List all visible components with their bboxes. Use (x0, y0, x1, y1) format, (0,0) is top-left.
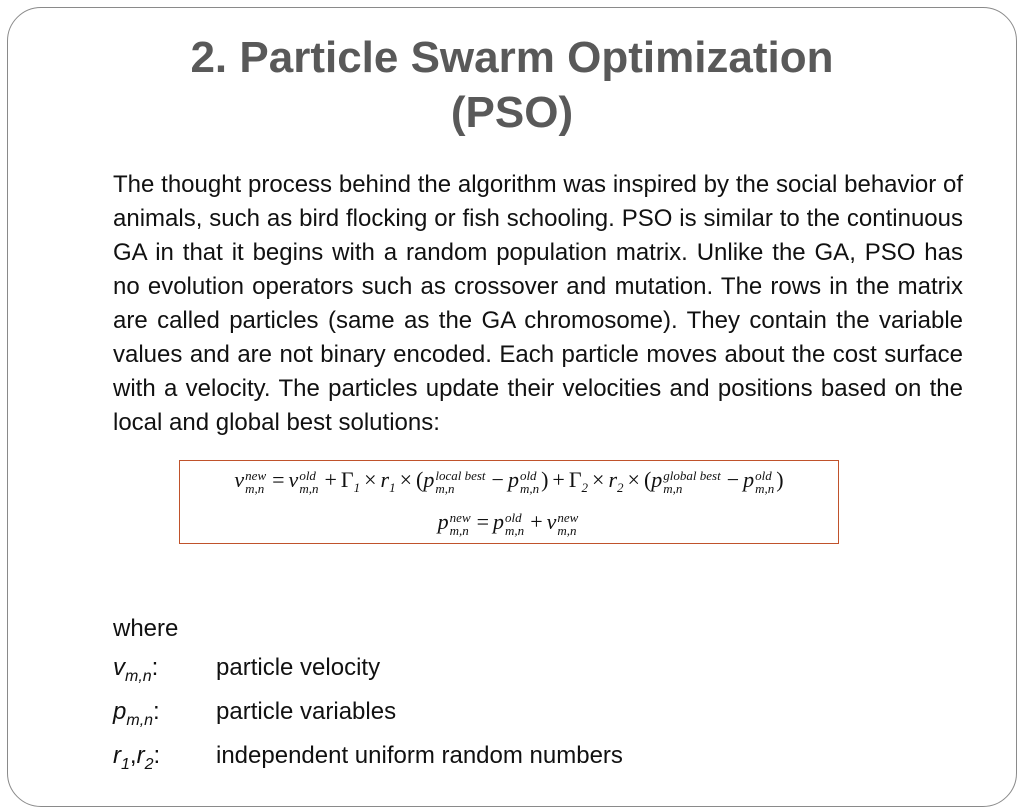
definition-text: particle variables (216, 698, 397, 725)
title-line-2: (PSO) (450, 88, 574, 137)
position-update-equation: p new m,n = p old m,n + v new m,n (437, 509, 579, 538)
slide-title (62, 30, 962, 140)
definition-text: independent uniform random numbers (216, 742, 623, 769)
definition-symbol: $p_{m,n}$: (113, 698, 160, 729)
definition-row (113, 742, 963, 786)
definition-text: particle velocity (216, 654, 381, 681)
definition-symbol: $r_1,r_2$: (113, 742, 161, 773)
definition-row (113, 654, 963, 698)
equation-box (179, 460, 839, 544)
title-line-1: 2. Particle Swarm Optimization (190, 33, 834, 82)
body-paragraph: The thought process behind the algorithm was inspired by the social behavior of animals, such as bird flocking or fish schooling. PSO is similar to the continuous GA in that it begins with a random population matrix. Unlike the GA, PSO has no evolution operators such as crossover and mutation. The rows in the matrix are called particles (same as the GA chromosome). They contain the variable values and are not binary encoded. Each particle moves about the cost surface with a velocity. The particles update their velocities and positions based on the local and global best solutions: (113, 171, 963, 436)
where-label: where (113, 615, 179, 642)
definitions-list (113, 654, 963, 786)
velocity-update-equation: v new m,n = v old m,n + $\Gamma_1 \times r_1 \times (p$ local best m,n − p old m,n ) + $\Gamma_2 \times r_2 \times (p$ global best m,n − p old m,n ) (234, 467, 784, 496)
definition-symbol: $v_{m,n}$: (113, 654, 159, 685)
definition-row (113, 698, 963, 742)
